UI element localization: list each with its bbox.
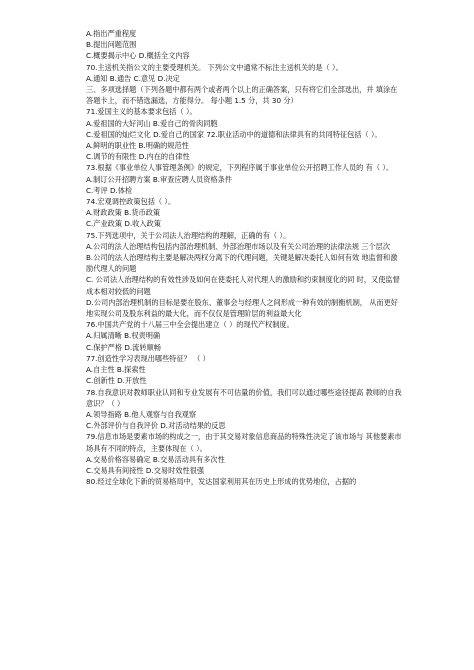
text-line: A.制订公开招聘方案 B.审查应聘人员资格条件 [86, 174, 232, 184]
text-line: C. 公司法人治理结构的有效性涉及如何在使委托人对代理人的激励和约束制度化的同 时，又使监督成本相对较低的问题 [86, 275, 400, 296]
text-line: A.公司的法人治理结构包括内部治理机制、外部治理市场以及有关公司治理的法律法规 三个层次 [86, 241, 391, 251]
text-line: 79.信息市场是要素市场的构成之一，由于其交易对象信息商品的特殊性决定了该市场与 其他要素市场具有不同的特点，主要体现在（ ）。 [86, 432, 402, 453]
text-line: 76.中国共产党的十八届三中全会提出建立（ ）的现代产权制度。 [86, 320, 294, 330]
text-line: 80.经过全球化下新的贸易格局中，发达国家利用其在历史上形成的优势地位，占据的 [86, 477, 357, 487]
text-line: 78.自我意识对教师职业认同和专业发展有不可估量的价值，我们可以通过哪些途径提高 教师的自我意识？（ ） [86, 387, 402, 408]
text-line: A.领导指路 B.他人观察与自我观察 [86, 409, 197, 419]
text-line: C.交易具有间接性 D.交易时效性很强 [86, 465, 205, 475]
text-line: C.创新性 D.开放性 [86, 376, 147, 386]
text-line: C.爱祖国的灿烂文化 D.爱自己的国家 72.职业活动中的道德和法律具有的共同特征包括（ ）。 [86, 129, 382, 139]
text-line: 71.爱国主义的基本要求包括（ ）。 [86, 107, 197, 117]
text-line: 74.宏观调控政策包括（ ）。 [86, 197, 176, 207]
text-line: B.提出问题范围 [86, 40, 137, 50]
text-line: A.指出严重程度 [86, 29, 137, 38]
text-line: 75.下列选项中，关于公司法人治理结构的理解，正确的有（ ）。 [86, 230, 291, 240]
text-line: 77.创造性学习表现出哪些特征？ （ ） [86, 353, 210, 363]
text-line: 70.主送机关指公文的主要受理机关。 下列公文中通常不标注主送机关的是（ ）。 [86, 62, 343, 72]
text-line: C.外部评价与自我评价 D.对活动结果的反思 [86, 421, 226, 431]
text-line: C.概要揭示中心 D.概括全文内容 [86, 51, 190, 61]
text-line: A.鲜明的职业性 B.明确的规范性 [86, 141, 189, 151]
text-line: A.自主性 B.探索性 [86, 365, 146, 375]
text-line: 三、多项选择题（下列各题中都有两个或者两个以上的正确答案，只有将它们全部选出，并 填涂在答题卡上，而不错选漏选，方能得分。 每小题 1.5 分，共 30 分） [86, 85, 398, 106]
text-line: C.保护严格 D.流转顺畅 [86, 342, 161, 352]
text-line: C.调节的有限性 D.内在的自律性 [86, 152, 190, 162]
text-line: A.归属清晰 B.权责明确 [86, 331, 161, 341]
text-line: D.公司内部治理机制的目标是要在股东、董事会与经理人之间形成一种有效的制衡机制， 从而更好地实现公司及股东利益的最大化，而不仅仅是管理阶层的利益最大化 [86, 297, 398, 319]
text-line: C.产业政策 D.收入政策 [86, 219, 161, 229]
text-line: A.爱祖国的大好河山 B.爱自己的骨肉同胞 [86, 118, 218, 128]
text-line: A.财政政策 B.货币政策 [86, 208, 161, 218]
text-line: 73.根据《事业单位人事管理条例》的规定，下列程序属于事业单位公开招聘工作人员的 有（ ）。 [86, 163, 394, 173]
text-line: A.通知 B.通告 C.意见 D.决定 [86, 73, 180, 83]
text-line: C.考评 D.体检 [86, 185, 133, 195]
text-line: B.公司的法人治理结构主要是解决两权分离下的代理问题，关键是解决委托人如何有效 地监督和激励代理人的问题 [86, 253, 398, 274]
text-line: A.交易价格容易确定 B.交易活动具有多次性 [86, 454, 225, 464]
